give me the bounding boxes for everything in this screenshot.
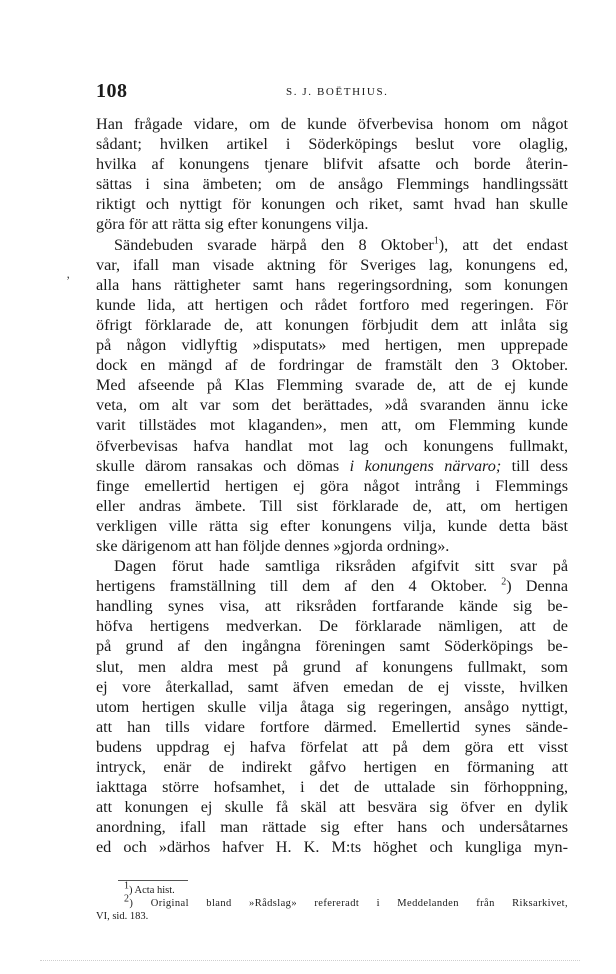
text-line: alla hans rättigheter samt hans regeringsordning, som konungen <box>96 275 568 294</box>
text-line: riktigt och nyttigt för konungen och riket, samt hvad han skulle <box>96 195 568 214</box>
footnote-reference: 2 <box>501 576 507 588</box>
text-line: budens uppdrag ej hafva förfelat att på dem göra ett visst <box>96 737 568 756</box>
page-header <box>96 78 568 104</box>
emphasized-text: i konungens närvaro; <box>349 456 502 475</box>
text-line: ske därigenom att han följde dennes »gjorda ordning». <box>96 536 450 555</box>
text-line: utom hertigen skulle vilja åtaga sig regeringen, ansågo nyttigt, <box>96 697 568 716</box>
footnote-1 <box>96 880 568 897</box>
footnote-reference: 1 <box>433 235 439 247</box>
text-line: sådant; hvilken artikel i Söderköpings beslut vore olaglig, <box>96 135 568 154</box>
text-line: Han frågade vidare, om de kunde öfverbevisa honom om något <box>96 115 568 133</box>
text-line: på grund af den ingångna föreningen samt Söderköpings be- <box>96 637 568 656</box>
text-line: öfverbevisas hafva handlat mot lag och konungens fullmakt, <box>96 436 568 455</box>
text-segment: till dess <box>501 456 568 475</box>
text-line: dock en mängd af de fordringar de framstält den 3 Oktober. <box>96 356 568 375</box>
footnote-2-marker: 2 <box>124 893 130 905</box>
text-line: veta, om alt var som det berättades, »då svaranden ännu icke <box>96 396 568 415</box>
text-line: varit tillstädes mot klaganden», men att, om Flemming kunde <box>96 416 568 435</box>
text-line: verkligen ville rätta sig efter konungens vilja, kunde detta bäst <box>96 516 568 535</box>
text-line: slut, men aldra mest på grund af konungens fullmakt, som <box>96 657 568 676</box>
text-line <box>96 235 568 255</box>
text-line: öfrigt förklarade de, att konungen förbjudit dem att inlåta sig <box>96 315 568 334</box>
running-head: S. J. BOËTHIUS. <box>286 86 389 98</box>
text-line: hvilka af konungens tjenare blifvit afsatte och borde återin- <box>96 155 568 174</box>
text-segment: skulle därom ransakas och dömas <box>96 456 350 475</box>
text-line: att han tills vidare fortfore därmed. Emellertid synes sände- <box>96 717 568 736</box>
text-segment: hertigens framställning till dem af den 4 Oktober. <box>96 577 502 596</box>
footnote-2-text: ) Original bland »Rådslag» refereradt i Meddelanden från Riksarkivet, <box>129 898 568 909</box>
text-line: eller andras ämbete. Till sist förklarade de, att, om hertigen <box>96 496 568 515</box>
text-line: kunde lida, att hertigen och rådet fortforo med regeringen. För <box>96 295 568 314</box>
text-line: höfva hertigens medverkan. De förklarade nämligen, att de <box>96 617 568 636</box>
text-line: Med afseende på Klas Flemming svarade de, att de ej kunde <box>96 376 568 395</box>
text-line: handling synes visa, att riksråden fortfarande kände sig be- <box>96 597 568 616</box>
body-text <box>96 114 568 857</box>
text-line: intryck, enär de indirekt gåfvo hertigen en förmaning att <box>96 758 568 776</box>
footnote-2 <box>96 893 568 910</box>
margin-mark: ‚ <box>66 266 71 281</box>
text-line <box>96 576 568 596</box>
text-line: iakttaga större hofsamhet, i det de uttalade sin förhoppning, <box>96 778 568 797</box>
footnotes <box>96 880 568 923</box>
page-number: 108 <box>96 80 128 102</box>
text-line: Dagen förut hade samtliga riksråden afgifvit sitt svar på <box>114 557 568 576</box>
text-line: göra för att rätta sig efter konungens vilja. <box>96 215 369 234</box>
text-line: anordning, ifall man rättade sig efter hans och undersåtarnes <box>96 818 568 837</box>
text-line: ed och »därhos hafver H. K. M:ts höghet och kungliga myn- <box>96 838 568 857</box>
text-line: var, ifall man visade aktning för Sveriges lag, konungens ed, <box>96 255 568 274</box>
text-segment: Sändebuden svarade härpå den 8 Oktober <box>114 235 434 254</box>
text-line: ej vore återkallad, samt äfven emedan de ej visste, hvilken <box>96 677 568 696</box>
text-segment: ), att det endast <box>438 235 568 254</box>
text-line <box>96 456 568 476</box>
text-line: på någon vidlyftig »disputats» med hertigen, men upprepade <box>96 336 568 355</box>
text-segment: ) Denna <box>506 577 569 596</box>
footnote-1-text: ) Acta hist. <box>129 885 175 896</box>
footnote-2-continuation: VI, sid. 183. <box>96 911 149 922</box>
footnote-1-marker: 1 <box>124 880 129 892</box>
text-line: finge emellertid hertigen ej göra något intrång i Flemmings <box>96 476 568 495</box>
text-line: sättas i sina ämbeten; om de ansågo Flemmings handlingssätt <box>96 175 568 194</box>
text-line: att konungen ej skulle få skäl att besvära sig öfver en dylik <box>96 798 568 817</box>
page-edge <box>40 960 580 961</box>
